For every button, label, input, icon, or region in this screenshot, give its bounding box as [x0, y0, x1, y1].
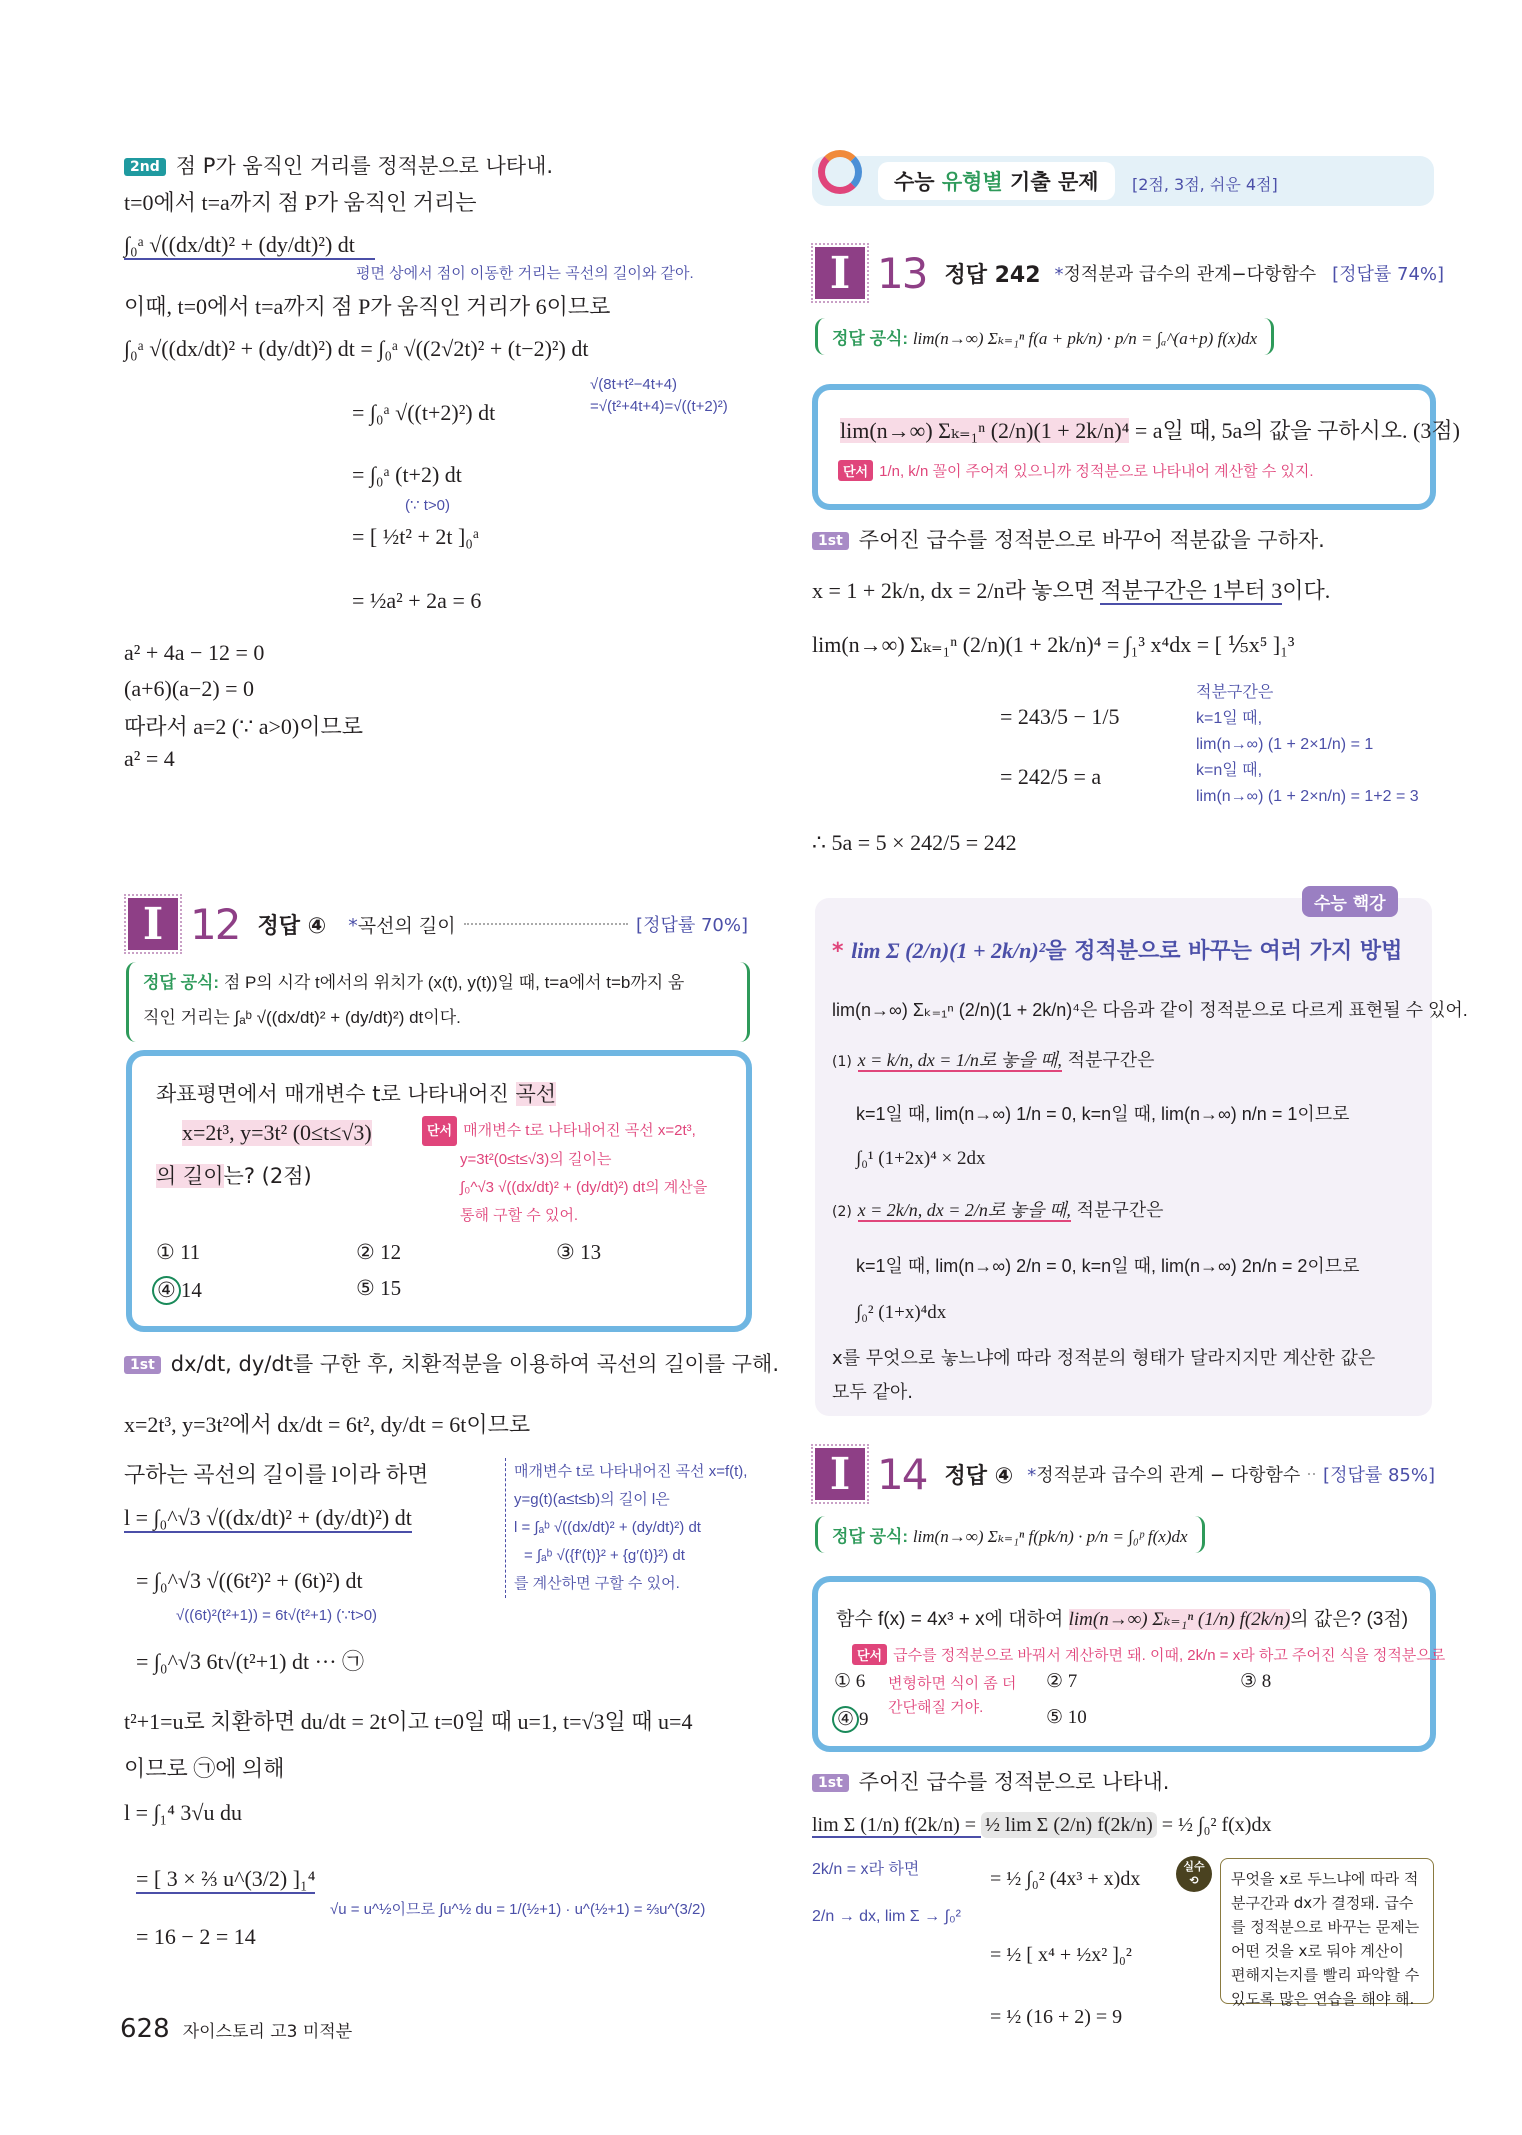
math-line: l = ∫₁⁴ 3√u du: [124, 1800, 242, 1825]
formula-text: 점 P의 시각 t에서의 위치가 (x(t), y(t))일 때, t=a에서 t=b까지 움: [223, 973, 685, 992]
math-line: = ∫₀^√3 √((6t²)² + (6t)²) dt: [136, 1568, 363, 1593]
tip-line: x를 무엇으로 놓느냐에 따라 정적분의 형태가 달라지지만 계산한 값은: [832, 1348, 1376, 1369]
item-number: (2): [832, 1204, 852, 1220]
banner-title-text: 수능: [894, 170, 942, 194]
problem-text: 좌표평면에서 매개변수 t로 나타내어진: [156, 1082, 516, 1106]
math-line: [812, 574, 1330, 605]
question-number: 13: [877, 248, 927, 298]
hint-text: 간단해질 거야.: [888, 1699, 984, 1716]
underlined-text: 적분구간은 1부터 3: [1100, 578, 1283, 603]
highlighted-text: 곡선: [515, 1082, 557, 1106]
math-line: = ∫₀ᵃ √((t+2)²) dt: [352, 400, 496, 425]
formula-text: 직인 거리는 ∫ₐᵇ √((dx/dt)² + (dy/dt)²) dt이다.: [143, 1008, 461, 1027]
correct-rate: [정답률 85%]: [1323, 1465, 1435, 1486]
math-line: a² + 4a − 12 = 0: [124, 640, 265, 665]
banner-title-text: 기출 문제: [1002, 170, 1099, 194]
math-line: = ½ [ x⁴ + ½x² ]₀²: [990, 1944, 1132, 1966]
math-line: a² = 4: [124, 746, 175, 771]
chapter-roman-badge: I: [128, 898, 178, 950]
hint-badge: 단서: [852, 1644, 887, 1665]
math-line: = ∫₀ᵃ (t+2) dt: [352, 462, 462, 487]
choice-5[interactable]: ⑤ 10: [1046, 1707, 1087, 1728]
star-icon: *: [1054, 264, 1064, 285]
question-14-header: [815, 1444, 1435, 1504]
mistake-note: 무엇을 x로 두느냐에 따라 적분구간과 dx가 결정돼. 급수를 정적분으로 바꾸는 문제는 어떤 것을 x로 둬야 계산이 편해지는지를 빨리 파악할 수 있도록 많은 연습을 해야 해.: [1220, 1858, 1434, 2004]
tip-title-math: lim Σ (2/n)(1 + 2k/n)²: [851, 938, 1046, 963]
highlighted-text: 의 길이: [156, 1164, 224, 1188]
banner-logo-icon: [818, 150, 862, 194]
math-line: = 16 − 2 = 14: [136, 1924, 256, 1949]
mistake-badge-text: 실수: [1183, 1860, 1205, 1873]
math-line: = ½ (16 + 2) = 9: [990, 2006, 1123, 2028]
tip-line: k=1일 때, lim(n→∞) 1/n = 0, k=n일 때, lim(n→∞) n/n = 1이므로: [856, 1104, 1350, 1124]
math-line: lim(n→∞) Σₖ₌₁ⁿ (2/n)(1 + 2k/n)⁴ = ∫₁³ x⁴dx = [ ⅕x⁵ ]₁³: [812, 632, 1295, 657]
chapter-roman-badge: I: [815, 247, 865, 299]
math-line: ∴ 5a = 5 × 242/5 = 242: [812, 830, 1017, 855]
question-number: 14: [877, 1449, 927, 1499]
step-1st-heading: [812, 524, 1325, 554]
topic-text: 곡선의 길이: [357, 914, 456, 937]
topic: [1027, 1461, 1300, 1487]
formula-label: 정답 공식:: [143, 973, 220, 992]
question-number: 12: [190, 899, 240, 949]
math-line: (a+6)(a−2) = 0: [124, 676, 255, 701]
math-line: = ½ ∫₀² (4x³ + x)dx: [990, 1868, 1141, 1890]
math-line: = ∫₀^√3 6t√(t²+1) dt ··· ㉠: [136, 1649, 365, 1674]
banner-title-text: 유형별: [941, 170, 1003, 194]
choice-2[interactable]: ② 12: [356, 1240, 402, 1264]
annotation: k=n일 때,: [1196, 762, 1263, 779]
annotation: 적분구간은: [1196, 684, 1274, 701]
text-line: 구하는 곡선의 길이를 l이라 하면: [124, 1462, 429, 1487]
math-line: [812, 1814, 1271, 1837]
hint-text: 급수를 정적분으로 바꿔서 계산하면 돼. 이때, 2k/n = x라 하고 주어진 식을 정적분으로: [893, 1647, 1446, 1664]
math-line: = [ ½t² + 2t ]₀ᵃ: [352, 524, 479, 549]
annotation: 를 계산하면 구할 수 있어.: [514, 1575, 680, 1592]
question-12-header: [128, 894, 748, 954]
section-banner: [812, 156, 1434, 206]
annotation: lim(n→∞) (1 + 2×n/n) = 1+2 = 3: [1196, 788, 1419, 805]
step-1st-heading: [812, 1766, 1170, 1796]
text-line: t²+1=u로 치환하면 du/dt = 2t이고 t=0일 때 u=1, t=√3일 때 u=4: [124, 1709, 693, 1734]
correct-rate: [정답률 74%]: [1332, 264, 1445, 285]
answer-formula-box: [815, 318, 1274, 355]
problem-text: = a일 때, 5a의 값을 구하시오. (3점): [1129, 418, 1460, 443]
banner-points: [2점, 3점, 쉬운 4점]: [1132, 175, 1278, 194]
topic-text: 정적분과 급수의 관계−다항함수: [1063, 264, 1317, 285]
math-line: ∫₀ᵃ √((dx/dt)² + (dy/dt)²) dt = ∫₀ᵃ √((2√2t)² + (t−2)²) dt: [124, 336, 589, 361]
tip-text: 적분구간은: [1070, 1200, 1164, 1221]
topic: [348, 911, 455, 938]
math-line: = ½a² + 2a = 6: [352, 588, 482, 613]
underlined-text: x = k/n, dx = 1/n로 놓을 때,: [857, 1050, 1062, 1070]
hint-text: ∫₀^√3 √((dx/dt)² + (dy/dt)²) dt의 계산을: [460, 1179, 708, 1196]
math-line: = [ 3 × ⅔ u^(3/2) ]₁⁴: [136, 1866, 315, 1894]
annotation: = ∫ₐᵇ √({f′(t)}² + {g′(t)}²) dt: [524, 1547, 685, 1564]
hint-badge: 단서: [838, 460, 873, 481]
tip-badge: 수능 핵강: [1302, 886, 1398, 917]
answer-circle: ④: [832, 1706, 859, 1733]
tip-line: k=1일 때, lim(n→∞) 2/n = 0, k=n일 때, lim(n→∞) 2n/n = 2이므로: [856, 1256, 1360, 1276]
annotation: k=1일 때,: [1196, 710, 1263, 727]
dotted-leader: [464, 923, 628, 925]
math-line: x=2t³, y=3t²에서 dx/dt = 6t², dy/dt = 6t이므로: [124, 1412, 531, 1437]
math-text: = ½ ∫₀² f(x)dx: [1156, 1814, 1272, 1836]
book-title: 자이스토리 고3 미적분: [182, 2022, 353, 2042]
annotation: 2k/n = x라 하면: [812, 1861, 920, 1878]
annotation: √u = u^½이므로 ∫u^½ du = 1/(½+1) · u^(½+1) = ⅔u^(3/2): [330, 1901, 706, 1918]
choice-5[interactable]: ⑤ 15: [356, 1276, 402, 1300]
mistake-badge: 실수 ⟲: [1176, 1856, 1212, 1892]
highlighted-text: lim(n→∞) Σₖ₌₁ⁿ (2/n)(1 + 2k/n)⁴: [840, 418, 1130, 443]
formula-text: lim(n→∞) Σₖ₌₁ⁿ f(a + pk/n) · p/n = ∫ₐ^(a+p) f(x)dx: [912, 329, 1258, 348]
answer-formula-box: [126, 962, 750, 1042]
choice-2[interactable]: ② 7: [1046, 1671, 1078, 1692]
choice-3[interactable]: ③ 13: [556, 1240, 602, 1264]
tip-line: ∫₀¹ (1+2x)⁴ × 2dx: [856, 1148, 986, 1169]
text-line: 이때, t=0에서 t=a까지 점 P가 움직인 거리가 6이므로: [124, 294, 611, 319]
annotation: l = ∫ₐᵇ √((dx/dt)² + (dy/dt)²) dt: [514, 1519, 701, 1536]
math-text: x = 1 + 2k/n, dx = 2/n라 놓으면: [812, 578, 1101, 603]
annotation: (∵ t>0): [405, 497, 450, 514]
page-footer: [120, 2014, 352, 2044]
math-line: ∫₀ᵃ √((dx/dt)² + (dy/dt)²) dt: [124, 232, 375, 260]
underlined-text: x = 2k/n, dx = 2/n로 놓을 때,: [857, 1200, 1071, 1220]
step-badge: 2nd: [124, 158, 166, 176]
page-number: 628: [120, 2014, 170, 2044]
step-text: 주어진 급수를 정적분으로 나타내.: [858, 1770, 1170, 1794]
math-line: = 243/5 − 1/5: [1000, 704, 1120, 729]
text-line: 따라서 a=2 (∵ a>0)이므로: [124, 714, 364, 739]
shaded-math: ½ lim Σ (2/n) f(2k/n): [981, 1812, 1157, 1838]
annotation: √(8t+t²−4t+4): [590, 376, 678, 393]
hint-text: 변형하면 식이 좀 더: [888, 1675, 1017, 1692]
choice-1[interactable]: ① 6: [834, 1671, 866, 1692]
hint-text: 통해 구할 수 있어.: [460, 1207, 579, 1224]
tip-line: [832, 1196, 1164, 1222]
choice-4-correct[interactable]: [832, 1706, 869, 1733]
annotation: √((6t)²(t²+1)) = 6t√(t²+1) (∵t>0): [176, 1607, 378, 1624]
topic: [1055, 260, 1317, 286]
step-text: dx/dt, dy/dt를 구한 후, 치환적분을 이용하여 곡선의 길이를 구해.: [170, 1352, 780, 1376]
problem-box: [812, 384, 1460, 510]
answer-circle: ④: [152, 1276, 181, 1305]
hint-text: 1/n, k/n 꼴이 주어져 있으니까 정적분으로 나타내어 계산할 수 있지.: [879, 463, 1314, 480]
problem-text: 는? (2점): [223, 1164, 312, 1188]
choice-1[interactable]: ① 11: [156, 1240, 201, 1264]
step-text: 주어진 급수를 정적분으로 바꾸어 적분값을 구하자.: [858, 528, 1325, 552]
problem-text: 함수 f(x) = 4x³ + x에 대하여: [836, 1609, 1069, 1630]
hint-text: y=3t²(0≤t≤√3)의 길이는: [460, 1151, 612, 1168]
banner-title: [878, 162, 1115, 200]
answer-label: 정답 ④: [257, 913, 327, 939]
text-line: t=0에서 t=a까지 점 P가 움직인 거리는: [124, 190, 477, 215]
question-13-header: [815, 243, 1445, 303]
tip-text: 적분구간은: [1061, 1050, 1155, 1071]
step-1st-heading: [124, 1348, 779, 1378]
tip-title: [832, 934, 1402, 965]
annotation-box: [1196, 680, 1419, 810]
annotation: 2/n → dx, lim Σ → ∫₀²: [812, 1908, 961, 1925]
math-line: l = ∫₀^√3 √((dx/dt)² + (dy/dt)²) dt: [124, 1505, 412, 1533]
choice-value: 9: [859, 1709, 869, 1730]
choice-3[interactable]: ③ 8: [1240, 1671, 1272, 1692]
annotation: 매개변수 t로 나타내어진 곡선 x=f(t),: [514, 1463, 748, 1480]
hint-text: 매개변수 t로 나타내어진 곡선 x=2t³,: [463, 1122, 696, 1139]
topic-text: 정적분과 급수의 관계 − 다항함수: [1036, 1465, 1301, 1486]
star-icon: *: [348, 914, 358, 937]
tip-line: ∫₀² (1+x)⁴dx: [856, 1302, 947, 1323]
item-number: (1): [832, 1054, 852, 1070]
annotation-box: [505, 1458, 747, 1598]
annotation: y=g(t)(a≤t≤b)의 길이 l은: [514, 1491, 670, 1508]
choice-4-correct[interactable]: [152, 1276, 202, 1305]
star-icon: *: [1027, 1465, 1037, 1486]
annotation: lim(n→∞) (1 + 2×1/n) = 1: [1196, 736, 1374, 753]
hint-badge: 단서: [422, 1116, 457, 1146]
math-line: = 242/5 = a: [1000, 764, 1102, 789]
formula-label: 정답 공식:: [832, 329, 909, 348]
step-badge: 1st: [124, 1356, 161, 1374]
problem-box: [812, 1576, 1446, 1752]
math-text: 이다.: [1282, 578, 1331, 603]
math-text: lim Σ (1/n) f(2k/n) =: [812, 1814, 982, 1836]
text-line: 이므로 ㉠에 의해: [124, 1756, 285, 1781]
star-icon: *: [832, 939, 844, 964]
correct-rate: [정답률 70%]: [636, 915, 748, 936]
choice-value: 14: [180, 1278, 202, 1302]
step-text: 점 P가 움직인 거리를 정적분으로 나타내.: [175, 154, 554, 178]
tip-line: 모두 같아.: [832, 1382, 913, 1403]
formula-text: lim(n→∞) Σₖ₌₁ⁿ f(pk/n) · p/n = ∫₀ᵖ f(x)dx: [912, 1527, 1188, 1546]
problem-math: x=2t³, y=3t² (0≤t≤√3): [182, 1120, 372, 1145]
problem-text: 의 값은? (3점): [1290, 1609, 1409, 1630]
step-2nd-heading: [124, 150, 553, 180]
chapter-roman-badge: I: [815, 1448, 865, 1500]
tip-line: lim(n→∞) Σₖ₌₁ⁿ (2/n)(1 + 2k/n)⁴은 다음과 같이 정적분으로 다르게 표현될 수 있어.: [832, 1000, 1468, 1020]
annotation: =√(t²+4t+4)=√((t+2)²): [590, 398, 728, 415]
dotted-leader: [1308, 1473, 1315, 1475]
annotation: 평면 상에서 점이 이동한 거리는 곡선의 길이와 같아.: [356, 265, 694, 282]
answer-label: 정답 ④: [944, 1463, 1014, 1489]
highlighted-text: lim(n→∞) Σₖ₌₁ⁿ (1/n) f(2k/n): [1068, 1609, 1291, 1630]
step-badge: 1st: [812, 532, 849, 550]
step-badge: 1st: [812, 1774, 849, 1792]
answer-formula-box: [815, 1516, 1205, 1553]
problem-box: [126, 1050, 752, 1332]
hint: [422, 1116, 707, 1230]
formula-label: 정답 공식:: [832, 1527, 909, 1546]
answer-label: 정답 242: [944, 262, 1041, 288]
tip-line: [832, 1046, 1155, 1072]
tip-title-text: 을 정적분으로 바꾸는 여러 가지 방법: [1045, 939, 1403, 964]
